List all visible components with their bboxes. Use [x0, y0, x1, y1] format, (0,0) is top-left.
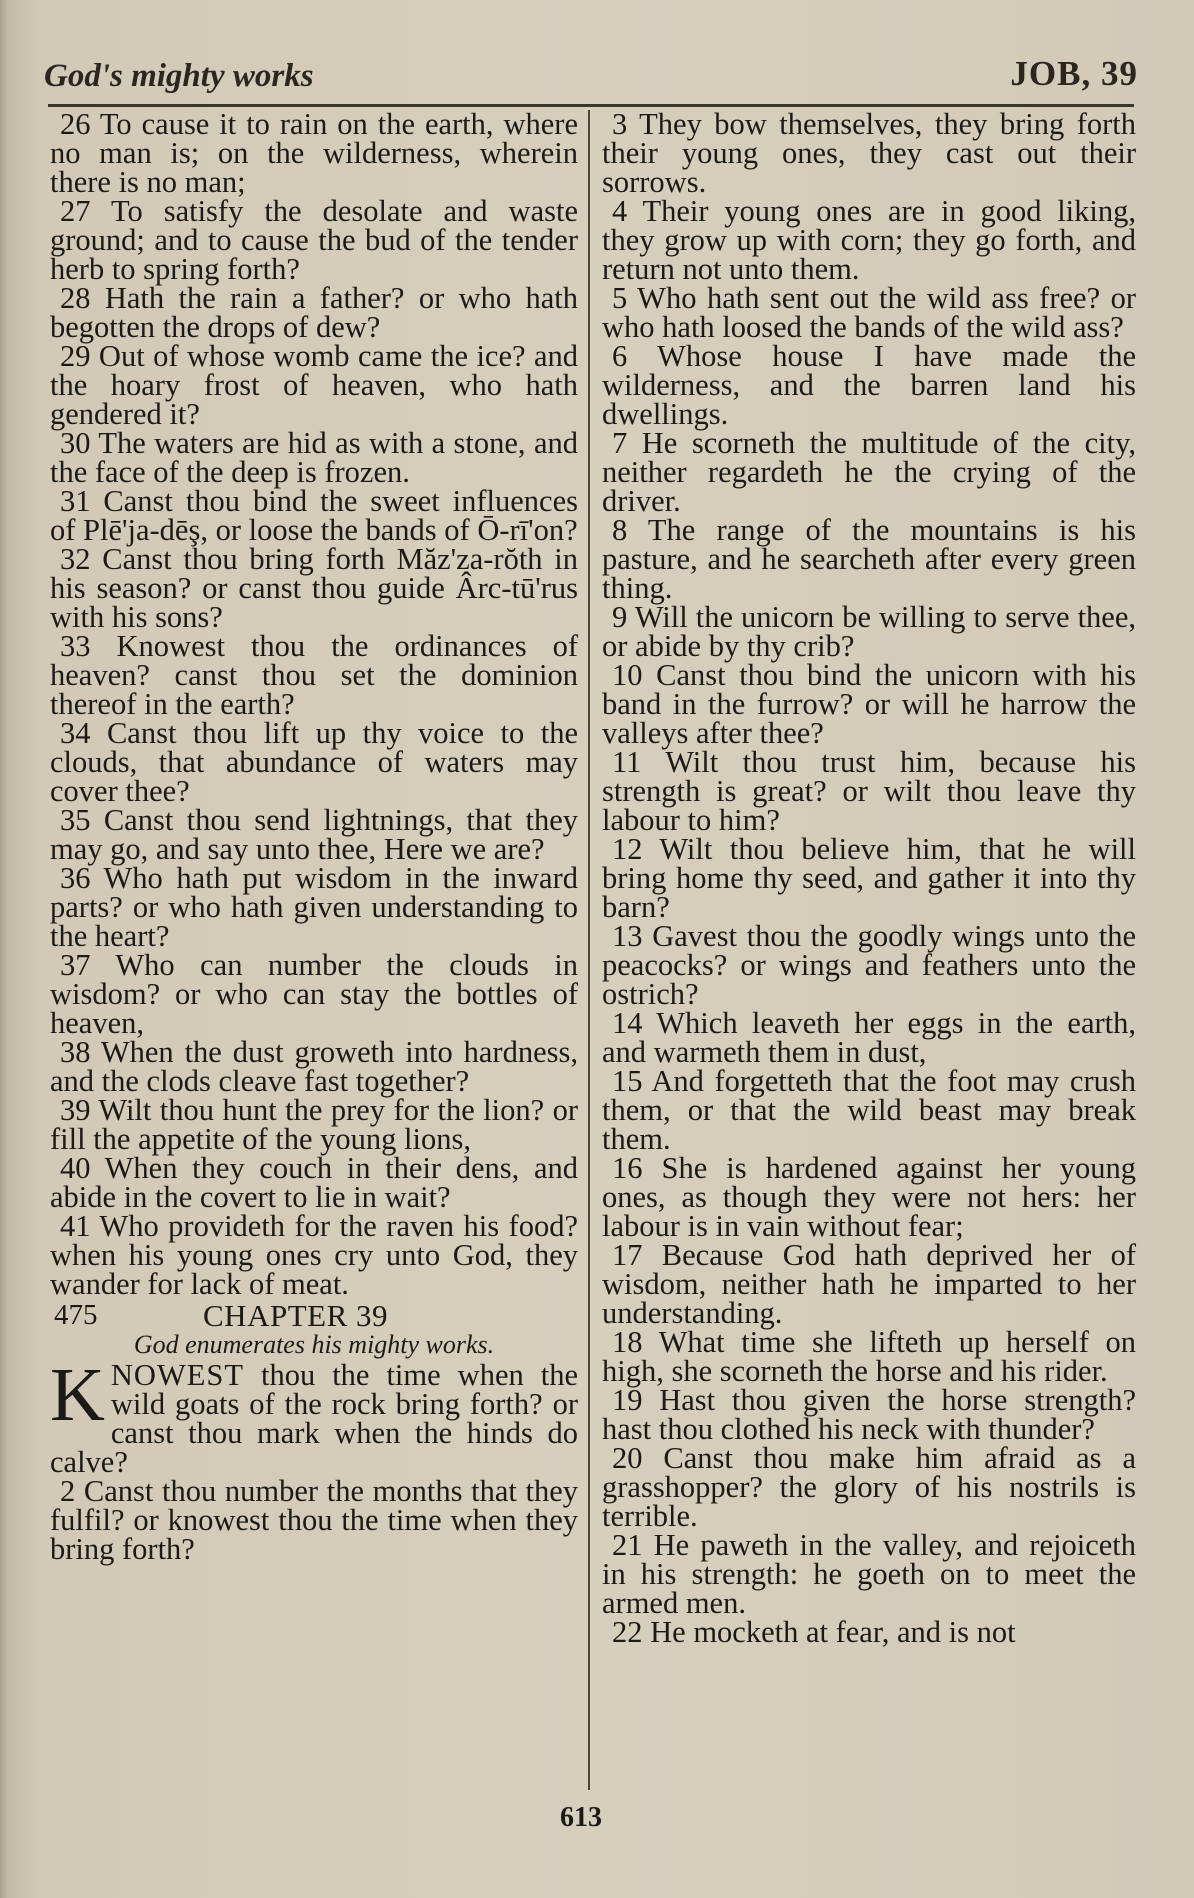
verse: 28 Hath the rain a father? or who hath begotten the drops of dew?: [50, 281, 578, 344]
verse: 2 Canst thou number the months that they fulfil? or knowest thou the time when they bring forth?: [50, 1474, 578, 1566]
verse: 17 Because God hath deprived her of wisdom, neither hath he imparted to her understanding.: [602, 1238, 1136, 1330]
verse: 34 Canst thou lift up thy voice to the clouds, that abundance of waters may cover thee?: [50, 716, 578, 808]
verse: 18 What time she lifteth up herself on high, she scorneth the horse and his rider.: [602, 1325, 1136, 1388]
running-title: God's mighty works: [44, 58, 314, 94]
verse: 22 He mocketh at fear, and is not: [612, 1615, 1016, 1649]
verse: 15 And forgetteth that the foot may crush them, or that the wild beast may break them.: [602, 1064, 1136, 1156]
verse: 38 When the dust groweth into hardness, and the clods cleave fast together?: [50, 1035, 578, 1098]
verse: 21 He paweth in the valley, and rejoiceth in his strength: he goeth on to meet the armed men.: [602, 1528, 1136, 1620]
first-word: NOWEST: [110, 1358, 244, 1392]
verse: 6 Whose house I have made the wilderness, and the barren land his dwellings.: [602, 339, 1136, 431]
verse: 27 To satisfy the desolate and waste ground; and to cause the bud of the tender herb to spring forth?: [50, 194, 578, 286]
verse: 19 Hast thou given the horse strength? hast thou clothed his neck with thunder?: [602, 1383, 1136, 1446]
verse: 36 Who hath put wisdom in the inward parts? or who hath given understanding to the heart?: [50, 861, 578, 953]
column-divider: [588, 110, 590, 1790]
page-number: 613: [560, 1802, 602, 1833]
right-column: [602, 107, 1136, 1649]
verse: 20 Canst thou make him afraid as a grasshopper? the glory of his nostrils is terrible.: [602, 1441, 1136, 1533]
verse: 33 Knowest thou the ordinances of heaven? canst thou set the dominion thereof in the earth?: [50, 629, 578, 721]
verse: 13 Gavest thou the goodly wings unto the peacocks? or wings and feathers unto the ostrich?: [602, 919, 1136, 1011]
verse: 39 Wilt thou hunt the prey for the lion? or fill the appetite of the young lions,: [50, 1093, 578, 1156]
verse: 26 To cause it to rain on the earth, where no man is; on the wilderness, wherein there is no man;: [50, 107, 578, 199]
reference-number: 475: [54, 1299, 98, 1331]
verse-1: [50, 1353, 578, 1479]
page-header: [44, 50, 1138, 98]
verse: 5 Who hath sent out the wild ass free? or who hath loosed the bands of the wild ass?: [602, 281, 1136, 344]
chapter-title: CHAPTER 39: [203, 1298, 388, 1333]
verse: 30 The waters are hid as with a stone, and the face of the deep is frozen.: [50, 426, 578, 489]
verse: 10 Canst thou bind the unicorn with his band in the furrow? or will he harrow the valleys after thee?: [602, 658, 1136, 750]
verse: 16 She is hardened against her young ones, as though they were not hers: her labour is in vain without fear;: [602, 1151, 1136, 1243]
verse: 7 He scorneth the multitude of the city, neither regardeth he the crying of the driver.: [602, 426, 1136, 518]
left-column: [50, 107, 578, 1566]
drop-cap: K: [50, 1353, 105, 1437]
verse: 41 Who provideth for the raven his food? when his young ones cry unto God, they wander for lack of meat.: [50, 1209, 578, 1301]
verse: 35 Canst thou send lightnings, that they may go, and say unto thee, Here we are?: [50, 803, 578, 866]
chapter-heading: [50, 1298, 578, 1333]
verse: 29 Out of whose womb came the ice? and the hoary frost of heaven, who hath gendered it?: [50, 339, 578, 431]
verse: 31 Canst thou bind the sweet influences of Plē'ja-dēş, or loose the bands of Ō-rī'on?: [50, 484, 578, 547]
verse: 4 Their young ones are in good liking, they grow up with corn; they go forth, and return not unto them.: [602, 194, 1136, 286]
verse: 40 When they couch in their dens, and abide in the covert to lie in wait?: [50, 1151, 578, 1214]
book-chapter-label: JOB, 39: [1010, 54, 1138, 93]
verse: 12 Wilt thou believe him, that he will bring home thy seed, and gather it into thy barn?: [602, 832, 1136, 924]
chapter-summary: God enumerates his mighty works.: [133, 1330, 495, 1359]
verse: 3 They bow themselves, they bring forth their young ones, they cast out their sorrows.: [602, 107, 1136, 199]
verse: 14 Which leaveth her eggs in the earth, and warmeth them in dust,: [602, 1006, 1136, 1069]
verse: 32 Canst thou bring forth Măz'za-rŏth in his season? or canst thou guide Ârc-tū'rus with his sons?: [50, 542, 578, 634]
verse-1-text: thou the time when the wild goats of the rock bring forth? or canst thou mark when the hinds do calve?: [50, 1358, 578, 1479]
verse: 11 Wilt thou trust him, because his strength is great? or wilt thou leave thy labour to him?: [602, 745, 1136, 837]
verse: 8 The range of the mountains is his pasture, and he searcheth after every green thing.: [602, 513, 1136, 605]
verse: 37 Who can number the clouds in wisdom? or who can stay the bottles of heaven,: [50, 948, 578, 1040]
verse: 9 Will the unicorn be willing to serve thee, or abide by thy crib?: [602, 600, 1136, 663]
